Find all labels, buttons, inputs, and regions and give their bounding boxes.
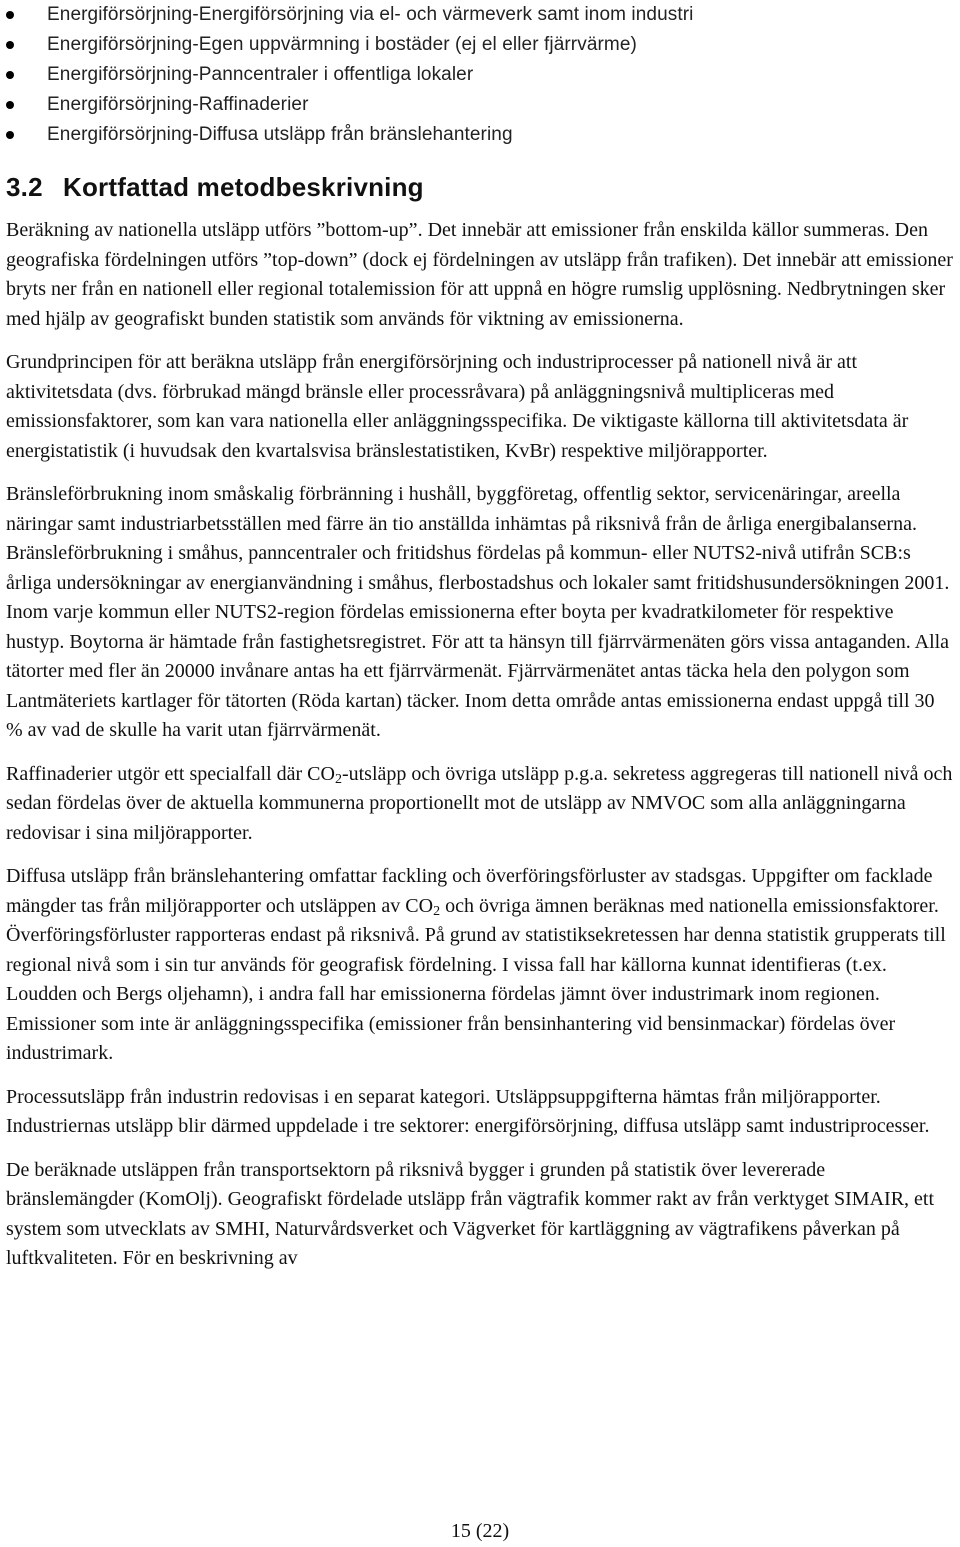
bullet-dot-icon bbox=[6, 41, 14, 49]
bullet-item bbox=[6, 60, 956, 90]
bullet-item bbox=[6, 0, 956, 30]
bullet-item bbox=[6, 120, 956, 150]
bullet-text: Energiförsörjning-Egen uppvärmning i bostäder (ej el eller fjärrvärme) bbox=[47, 34, 637, 55]
bullet-dot-icon bbox=[6, 71, 14, 79]
paragraph-basic-principle: Grundprincipen för att beräkna utsläpp från energiförsörjning och industriprocesser på nationell nivå är att aktivitetsdata (dvs. förbrukad mängd bränsle eller processråvara) på anläggningsnivå multipliceras med emissionsfaktorer, som kan vara nationella eller anläggningsspecifika. De viktigaste källorna till aktivitetsdata är energistatistik (i huvudsak den kvartalsvisa bränslestatistiken, KvBr) respektive miljörapporter. bbox=[6, 351, 909, 462]
bullet-list bbox=[6, 0, 956, 150]
bullet-text: Energiförsörjning-Diffusa utsläpp från bränslehantering bbox=[47, 124, 513, 145]
paragraph-text: Raffinaderier utgör ett specialfall där CO bbox=[6, 762, 335, 785]
subscript: 2 bbox=[334, 771, 342, 787]
section-title: Kortfattad metodbeskrivning bbox=[63, 172, 424, 202]
paragraph-method-overview: Beräkning av nationella utsläpp utförs ”bottom-up”. Det innebär att emissioner från enskilda källor summeras. Den geografiska fördelningen utförs ”top-down” (dock ej fördelningen av utsläpp från trafiken). Det innebär att emissioner bryts ner från en nationell eller regional totalemission för att uppnå en högre rumslig upplösning. Nedbrytningen sker med hjälp av geografiskt bunden statistik som används för viktning av emissionerna. bbox=[6, 219, 953, 330]
paragraph-small-scale-combustion: Bränsleförbrukning inom småskalig förbränning i hushåll, byggföretag, offentlig sektor, servicenäringar, areella näringar samt industriarbetsställen med färre än tio anställda inhämtas på riksnivå från de årliga energibalanserna. Bränsleförbrukning i småhus, panncentraler och fritidshus fördelas på kommun- eller NUTS2-nivå utifrån SCB:s årliga undersökningar av energianvändning i småhus, flerbostadshus och lokaler samt fritidshusundersökningen 2001. Inom varje kommun eller NUTS2-region fördelas emissionerna efter boyta per kvadratkilometer för respektive hustyp. Boytorna är hämtade från fastighetsregistret. För att ta hänsyn till fjärrvärmenäten görs vissa antaganden. Alla tätorter med fler än 20000 invånare antas ha ett fjärrvärmenät. Fjärrvärmenätet antas täcka hela den polygon som Lantmäteriets kartlager för tätorten (Röda kartan) täcker. Inom detta område antas emissionerna endast uppgå till 30 % av vad de skulle ha varit utan fjärrvärmenät. bbox=[6, 483, 950, 741]
bullet-item bbox=[6, 90, 956, 120]
bullet-text: Energiförsörjning-Raffinaderier bbox=[47, 94, 309, 115]
paragraph-text: Diffusa utsläpp från bränslehantering omfattar fackling och överföringsförluster av stadsgas. Uppgifter om facklade mängder tas från miljörapporter och utsläppen av CO bbox=[6, 865, 933, 917]
paragraph-process-emissions: Processutsläpp från industrin redovisas i en separat kategori. Utsläppsuppgifterna hämtas från miljörapporter. Industriernas utsläpp blir därmed uppdelade i tre sektorer: energiförsörjning, diffusa utsläpp samt industriprocesser. bbox=[6, 1085, 930, 1137]
bullet-item bbox=[6, 30, 956, 60]
bullet-text: Energiförsörjning-Energiförsörjning via el- och värmeverk samt inom industri bbox=[47, 4, 694, 25]
paragraph-diffuse-emissions bbox=[6, 862, 956, 1069]
bullet-dot-icon bbox=[6, 11, 14, 19]
section-number: 3.2 bbox=[6, 172, 43, 202]
bullet-dot-icon bbox=[6, 131, 14, 139]
page-number: 15 (22) bbox=[450, 1520, 510, 1542]
paragraph-transport-sector: De beräknade utsläppen från transportsektorn på riksnivå bygger i grunden på statistik över levererade bränslemängder (KomOlj). Geografiskt fördelade utsläpp från vägtrafik kommer rakt av från verktyget SIMAIR, ett system som utvecklats av SMHI, Naturvårdsverket och Vägverket för kartläggning av vägtrafikens påverkan på luftkvaliteten. För en beskrivning av bbox=[6, 1158, 935, 1269]
bullet-text: Energiförsörjning-Panncentraler i offentliga lokaler bbox=[47, 64, 474, 85]
paragraph-text: -utsläpp och övriga utsläpp p.g.a. sekretess aggregeras till nationell nivå och sedan fördelas över de aktuella kommunerna proportionellt mot de utsläpp av NMVOC som alla anläggningarna redovisar i sina miljörapporter. bbox=[6, 762, 953, 844]
paragraph-text: och övriga ämnen beräknas med nationella emissionsfaktorer. Överföringsförluster rapporteras endast på riksnivå. På grund av statistiksekretessen har denna statistik grupperats till regional nivå som i sin tur används för geografisk fördelning. I vissa fall har källorna kunnat identifieras (t.ex. Loudden och Bergs oljehamn), i andra fall har emissionerna fördelas jämnt över industrimark inom regionen. Emissioner som inte är anläggningsspecifika (emissioner från bensinhantering vid bensinmackar) fördelas över industrimark. bbox=[6, 894, 946, 1064]
subscript: 2 bbox=[433, 903, 441, 919]
bullet-dot-icon bbox=[6, 101, 14, 109]
paragraph-refineries bbox=[6, 760, 956, 849]
document-page bbox=[6, 0, 956, 1274]
section-heading bbox=[6, 170, 956, 204]
